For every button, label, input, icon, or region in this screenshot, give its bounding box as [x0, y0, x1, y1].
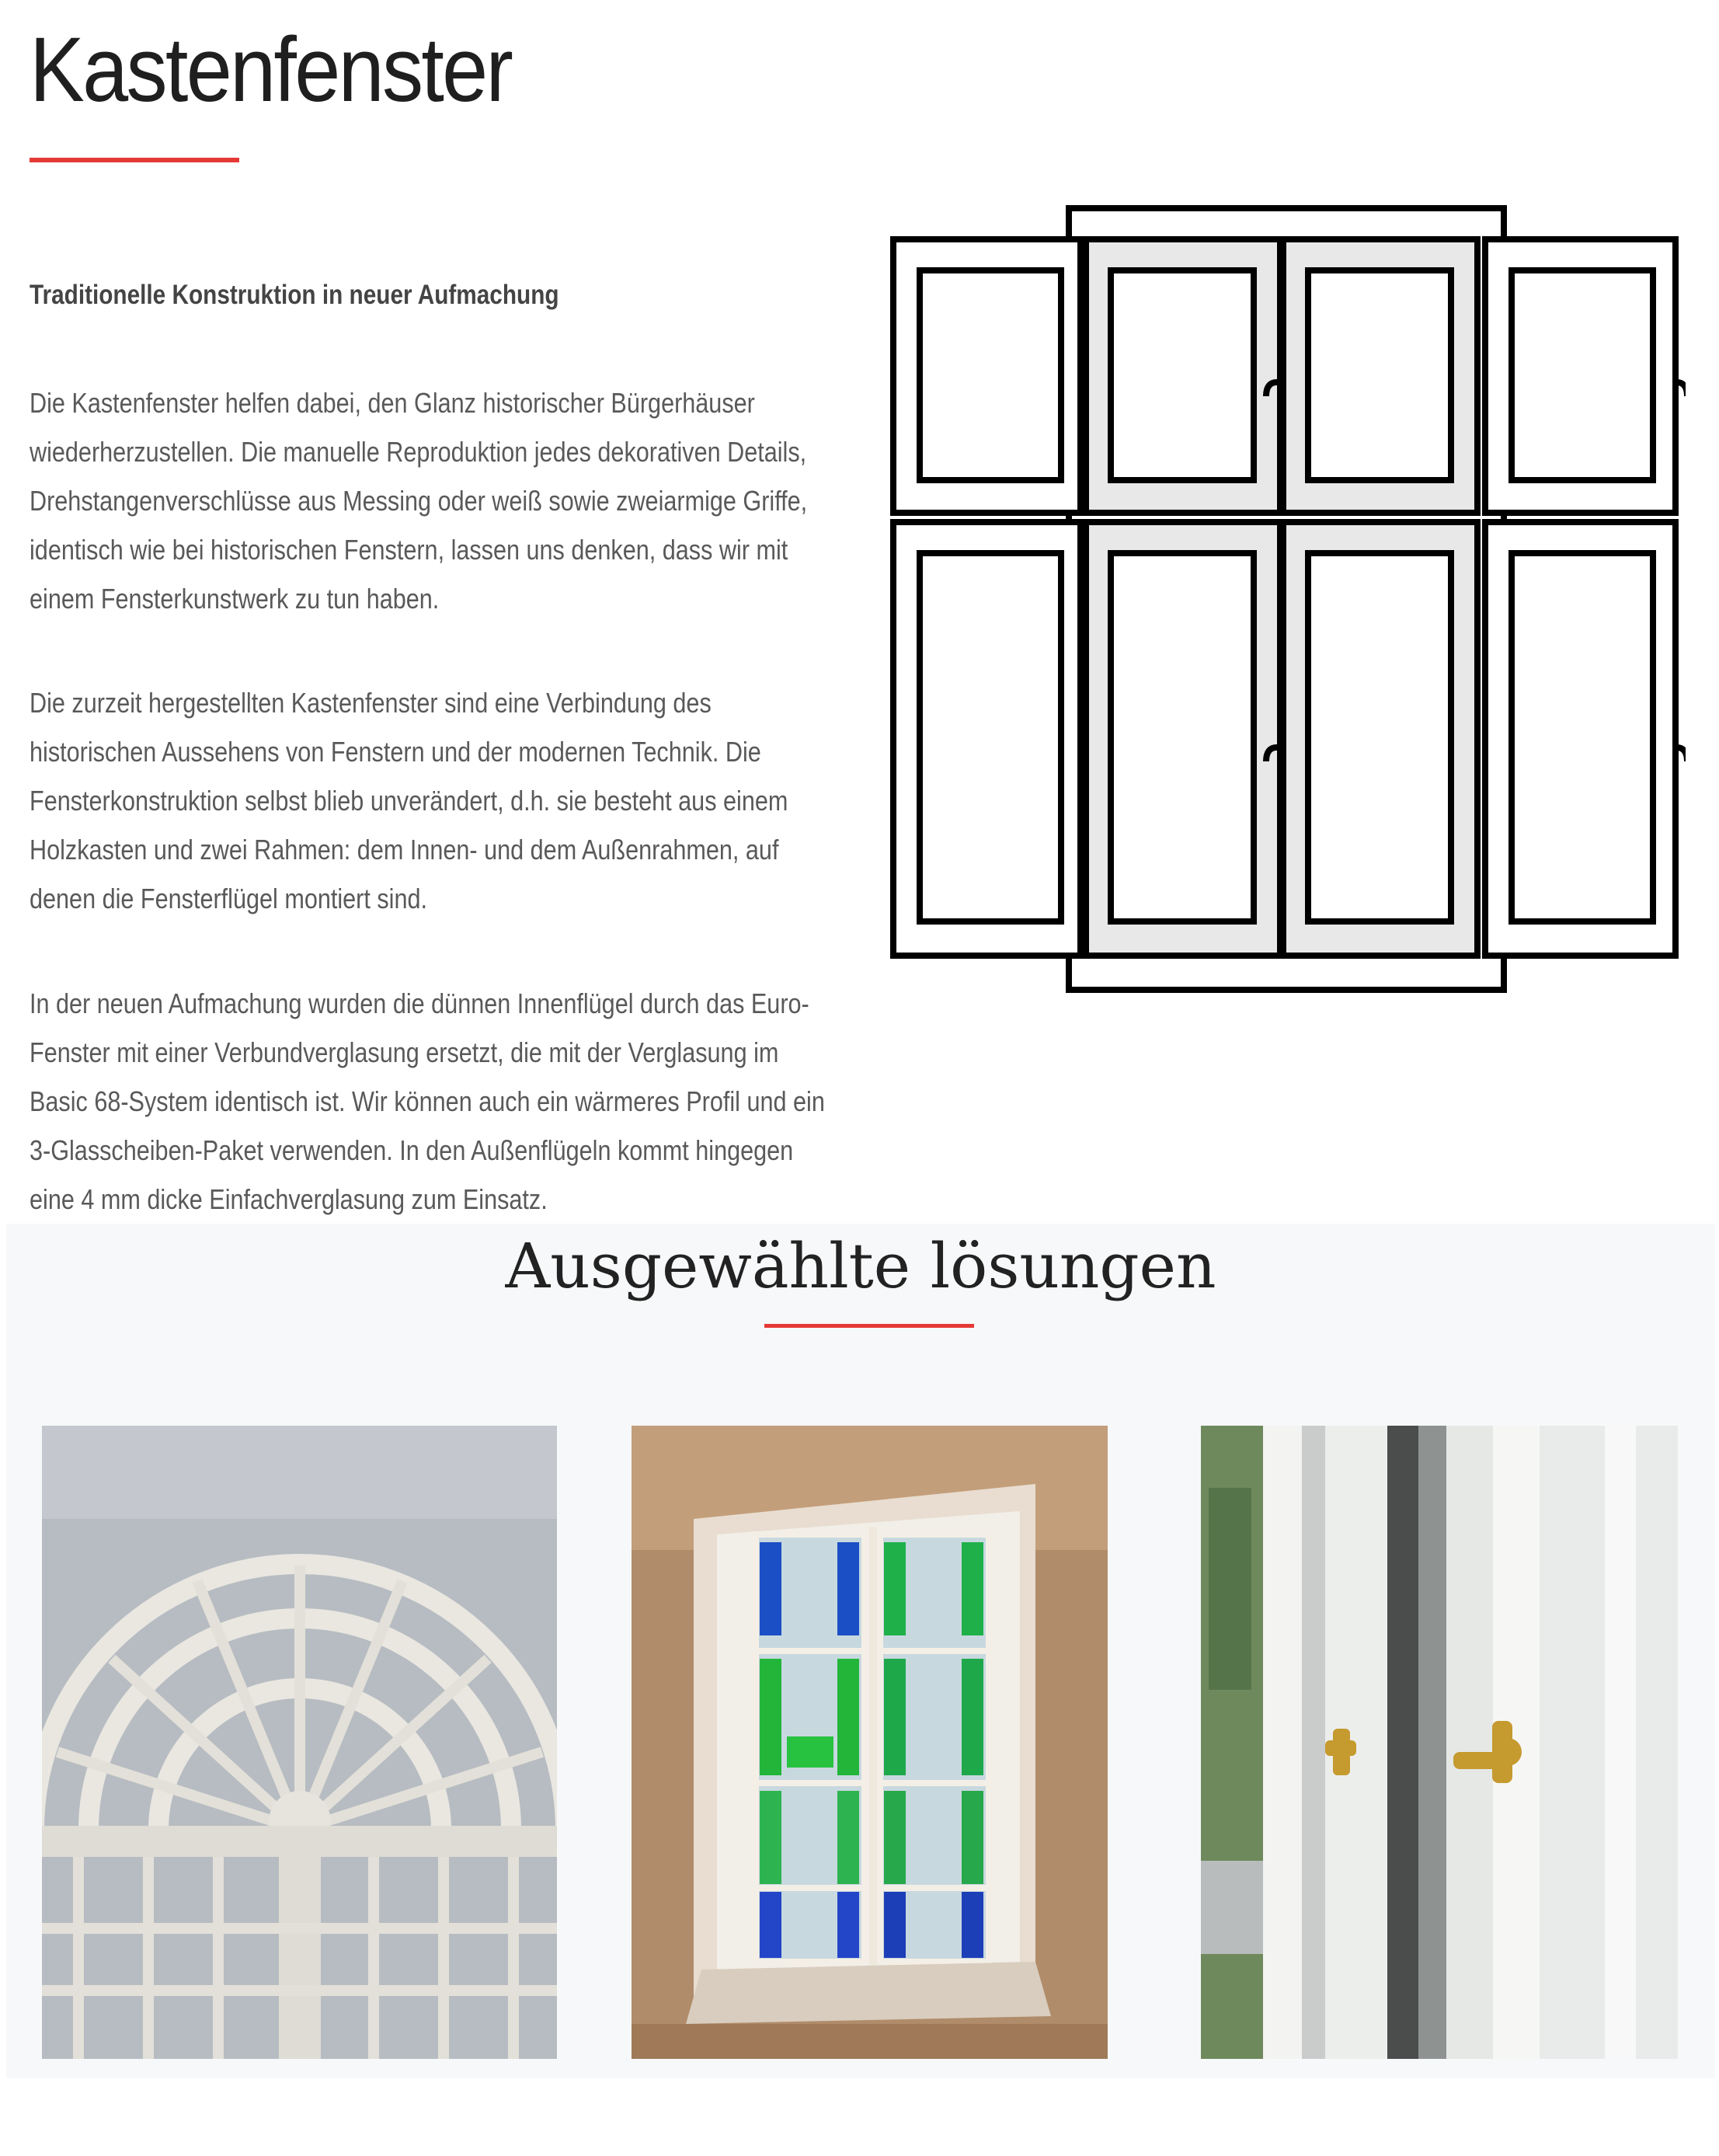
- window-handle-photo[interactable]: [1201, 1426, 1678, 2059]
- intro-paragraph-2: Die zurzeit hergestellten Kastenfenster sind eine Verbindung des historischen Aussehens von Fenstern und der modernen Technik. Die Fensterkonstruktion selbst blieb unverändert, d.h. sie besteht aus einem Holzkasten und zwei Rahmen: dem Innen- und dem Außenrahmen, auf denen die Fensterflügel montiert sind.: [30, 687, 788, 914]
- title-underline: [30, 158, 239, 162]
- solutions-underline: [764, 1324, 974, 1328]
- intro-heading: Traditionelle Konstruktion in neuer Aufmachung: [30, 280, 559, 310]
- intro-paragraph-3: In der neuen Aufmachung wurden die dünnen Innenflügel durch das Euro-Fenster mit einer Verbundverglasung ersetzt, die mit der Verglasung im Basic 68-System identisch ist. Wir können auch ein wärmeres Profil und ein 3-Glasscheiben-Paket verwenden. In den Außenflügeln kommt hingegen eine 4 mm dicke Einfachverglasung zum Einsatz.: [30, 987, 825, 1215]
- stained-glass-window-photo[interactable]: [632, 1426, 1108, 2059]
- page-title: Kastenfenster: [30, 19, 512, 121]
- box-window-diagram: [886, 204, 1686, 994]
- intro-paragraph-1: Die Kastenfenster helfen dabei, den Glanz historischer Bürgerhäuser wiederherzustellen. Die manuelle Reproduktion jedes dekorativen Details, Drehstangenverschlüsse aus Messing oder weiß sowie zweiarmige Griffe, identisch wie bei historischen Fenstern, lassen uns denken, dass wir mit einem Fensterkunstwerk zu tun haben.: [30, 387, 808, 615]
- solutions-section: [6, 1224, 1715, 2078]
- solutions-title: Ausgewählte lösungen: [505, 1230, 1216, 1302]
- arched-window-photo[interactable]: [42, 1426, 557, 2059]
